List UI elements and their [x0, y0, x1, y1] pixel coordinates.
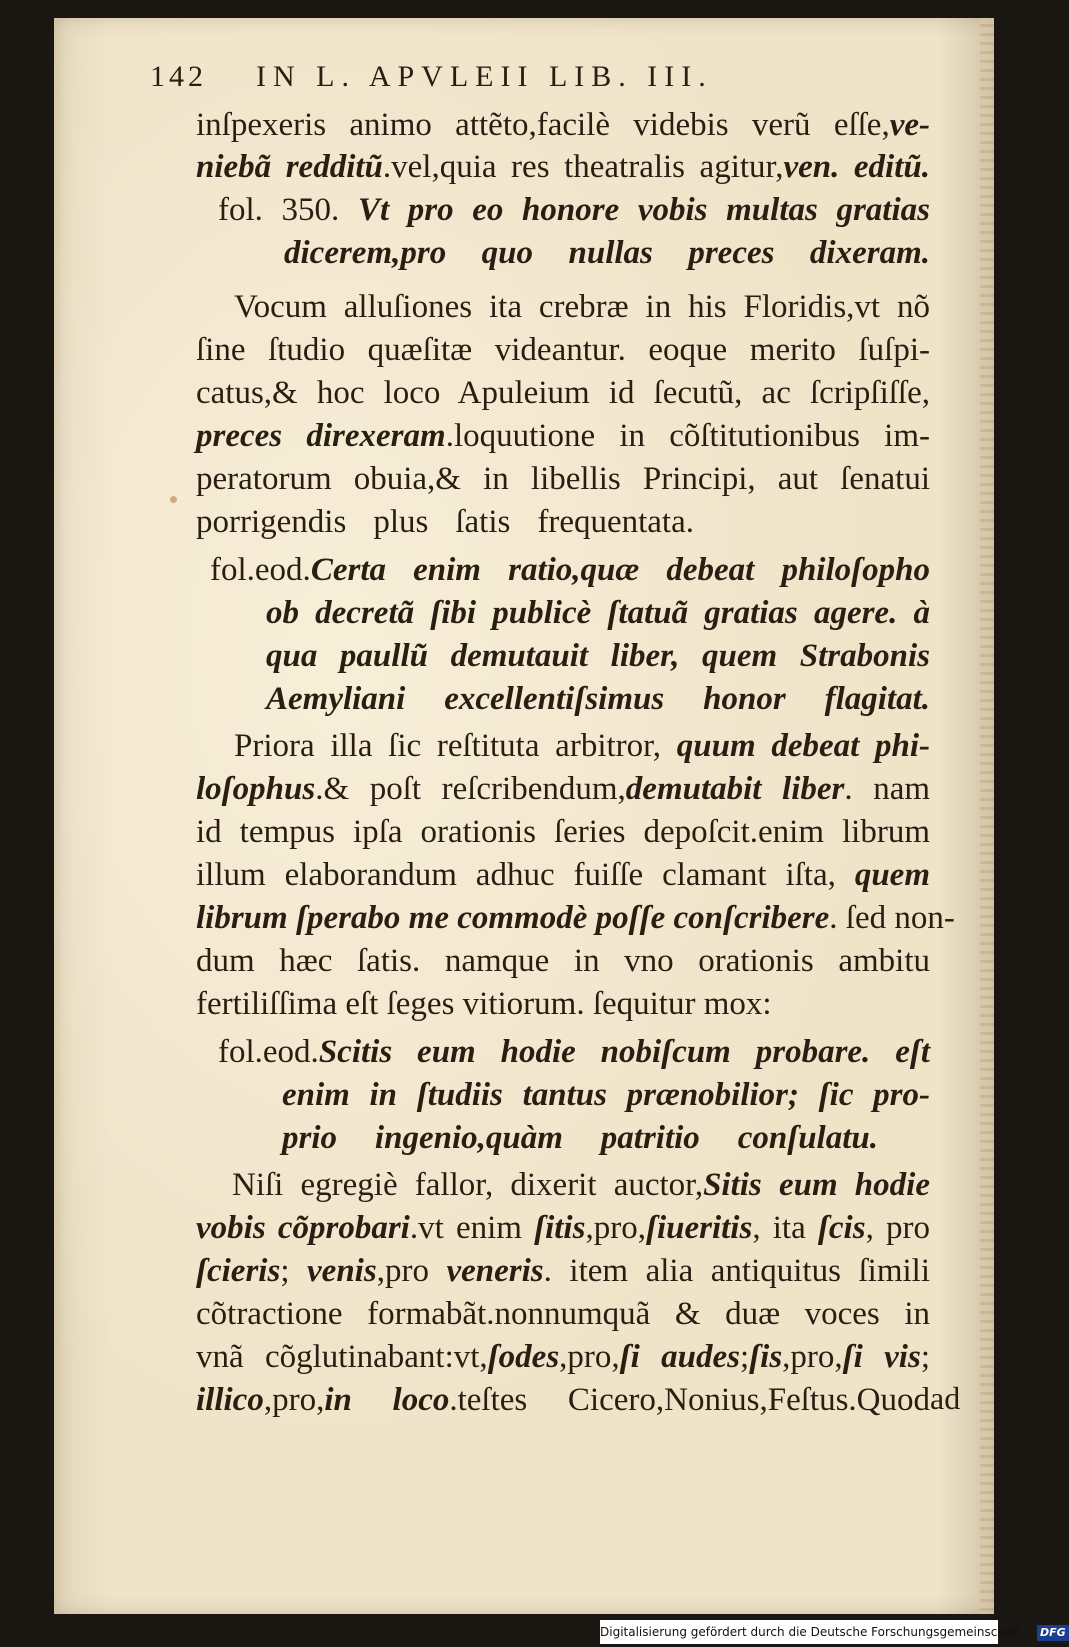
text-line [196, 897, 955, 940]
text-line [196, 415, 930, 458]
text-line [196, 146, 930, 189]
text-line [196, 104, 930, 147]
italic-text: librum ſperabo me commodè poſſe conſcribere [196, 900, 830, 936]
italic-text: ſis [749, 1339, 783, 1375]
catchword: ad [930, 1380, 961, 1416]
roman-text: fertiliſſima eſt ſeges vitiorum. ſequitur mox: [196, 986, 772, 1022]
roman-text: .vel,quia res theatralis agitur, [382, 149, 784, 185]
italic-text: in loco [324, 1382, 450, 1418]
italic-text: ſiueritis [645, 1210, 753, 1246]
italic-text: prio ingenio,quàm patritio conſulatu. [282, 1120, 878, 1156]
italic-text: ſitis [534, 1210, 586, 1246]
text-line [196, 1293, 930, 1336]
roman-text: id tempus ipſa orationis ſeries depoſcit.enim librum [196, 814, 930, 850]
italic-text: Certa enim ratio,quæ debeat philoſopho [310, 552, 930, 588]
roman-text: illum elaborandum adhuc fuiſſe clamant iſta, [196, 857, 855, 893]
roman-text: , pro [865, 1210, 930, 1246]
roman-text: ,pro, [585, 1210, 646, 1246]
text-line [196, 372, 930, 415]
text-line [284, 232, 930, 275]
italic-text: enim in ſtudiis tantus prænobilior; ſic pro- [282, 1077, 930, 1113]
roman-text: porrigendis plus ſatis frequentata. [196, 504, 694, 540]
italic-text: Aemyliani excellentiſsimus honor flagitat. [266, 681, 930, 717]
running-title: IN L. APVLEII LIB. III. [256, 60, 713, 93]
roman-text: peratorum obuia,& in libellis Principi, aut ſenatui [196, 461, 930, 497]
roman-text: ,pro, [263, 1382, 325, 1418]
italic-text: dicerem,pro quo nullas preces dixeram. [284, 235, 930, 271]
paper-stain [170, 496, 177, 503]
roman-text: dum hæc ſatis. namque in vno orationis ambitu [196, 943, 930, 979]
text-line [196, 501, 694, 544]
italic-text: Sitis eum hodie [703, 1167, 930, 1203]
roman-text: fol. 350. [218, 192, 358, 228]
roman-text: fol.eod. [218, 1034, 319, 1070]
roman-text: cõtractione formabãt.nonnumquã & duæ voces in [196, 1296, 930, 1332]
roman-text: .vt enim [409, 1210, 535, 1246]
text-line [266, 678, 930, 721]
italic-text: illico [196, 1382, 264, 1418]
roman-text: inſpexeris animo attẽto,facilè videbis verũ eſſe, [196, 107, 890, 143]
italic-text: preces direxeram [196, 418, 446, 454]
text-line [234, 725, 930, 768]
roman-text: fol.eod. [210, 552, 311, 588]
text-line [210, 549, 930, 592]
roman-text: vnã cõglutinabant:vt, [196, 1339, 488, 1375]
italic-text: Vt pro eo honore vobis multas gratias [357, 192, 930, 228]
roman-text: Priora illa ſic reſtituta arbitror, [234, 728, 677, 764]
text-line [234, 286, 930, 329]
roman-text: ,pro [376, 1253, 447, 1289]
italic-text: ve- [889, 107, 930, 143]
page-number: 142 [150, 60, 207, 93]
text-line [196, 1250, 930, 1293]
roman-text: .loquutione in cõſtitutionibus im- [445, 418, 930, 454]
text-line [196, 854, 930, 897]
italic-text: ſi vis [842, 1339, 921, 1375]
text-line [196, 458, 930, 501]
text-line [196, 811, 930, 854]
text-line [196, 983, 772, 1026]
italic-text: ſodes [487, 1339, 560, 1375]
page-edge [980, 18, 994, 1614]
text-line [266, 592, 930, 635]
roman-text: ; [740, 1339, 750, 1375]
italic-text: ſcis [817, 1210, 866, 1246]
text-line [282, 1074, 930, 1117]
text-line [218, 1031, 930, 1074]
roman-text: . ſed non- [829, 900, 955, 936]
roman-text: Vocum alluſiones ita crebræ in his Floridis,vt nõ [234, 289, 930, 325]
roman-text: . item alia antiquitus ſimili [543, 1253, 930, 1289]
text-line [196, 1336, 930, 1379]
roman-text: catus,& hoc loco Apuleium id ſecutũ, ac ſcripſiſſe, [196, 375, 930, 411]
roman-text: ſine ſtudio quæſitæ videantur. eoque merito ſuſpi- [196, 332, 930, 368]
italic-text: demutabit liber [625, 771, 845, 807]
italic-text: ſcieris [196, 1253, 281, 1289]
roman-text: ,pro, [782, 1339, 843, 1375]
roman-text: . nam [844, 771, 931, 807]
text-line [282, 1117, 878, 1160]
dfg-logo: DFG [1037, 1625, 1069, 1641]
italic-text: ven. editũ. [783, 149, 930, 185]
italic-text: Scitis eum hodie nobiſcum probare. eſt [318, 1034, 930, 1070]
roman-text: .teſtes Cicero,Nonius,Feſtus.Quod [449, 1382, 930, 1418]
text-line [196, 329, 930, 372]
italic-text: quum debeat phi- [676, 728, 930, 764]
italic-text: vobis cõprobari [196, 1210, 410, 1246]
italic-text: veneris [446, 1253, 544, 1289]
roman-text: ,pro, [559, 1339, 620, 1375]
text-line [196, 1379, 930, 1422]
italic-text: quem [854, 857, 930, 893]
text-line [196, 1207, 930, 1250]
italic-text: ob decretã ſibi publicè ſtatuã gratias agere. à [266, 595, 930, 631]
roman-text: Niſi egregiè fallor, dixerit auctor, [232, 1167, 704, 1203]
text-line [196, 768, 930, 811]
roman-text: , ita [752, 1210, 818, 1246]
text-line [196, 940, 930, 983]
roman-text: ; [920, 1339, 930, 1375]
italic-text: loſophus [196, 771, 316, 807]
italic-text: qua paullũ demutauit liber, quem Strabonis [266, 638, 930, 674]
digitization-footer [600, 1620, 1066, 1644]
roman-text: ; [280, 1253, 308, 1289]
italic-text: ſi audes [619, 1339, 740, 1375]
running-header [150, 60, 850, 104]
italic-text: venis [307, 1253, 377, 1289]
roman-text: .& poſt reſcribendum, [315, 771, 626, 807]
italic-text: niebã redditũ [196, 149, 383, 185]
text-line [232, 1164, 930, 1207]
text-line [218, 189, 930, 232]
footer-text: Digitalisierung gefördert durch die Deutsche Forschungsgemeinschaft - [600, 1625, 1030, 1639]
text-line [266, 635, 930, 678]
